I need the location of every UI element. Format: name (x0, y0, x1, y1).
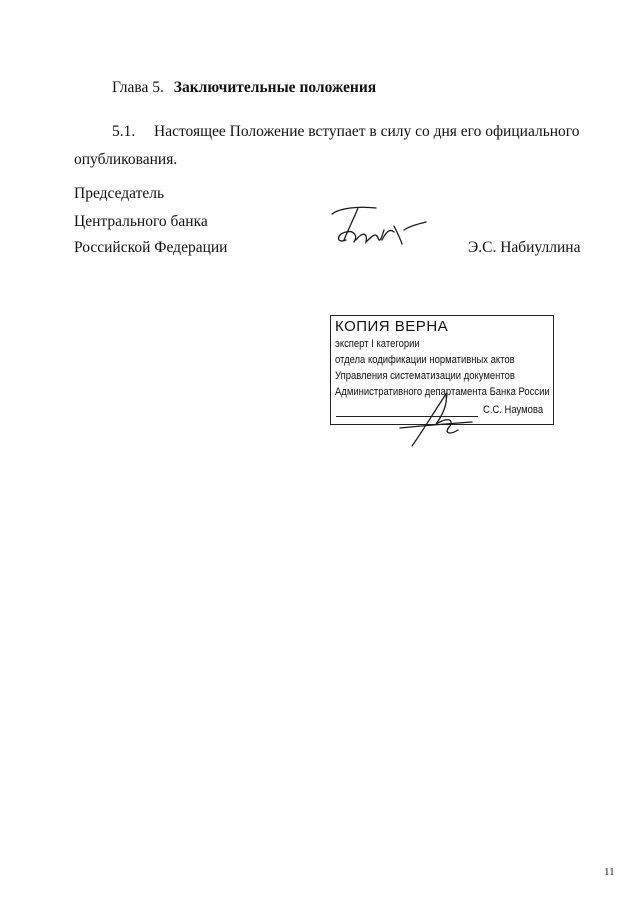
stamp-line3: Управления систематизации документов (335, 370, 515, 382)
stamp-line2: отдела кодификации нормативных актов (335, 354, 515, 366)
paragraph-text-line2: опубликования. (74, 151, 178, 168)
paragraph-number: 5.1. (112, 123, 136, 140)
handwritten-signature-icon (318, 196, 430, 258)
chapter-number: Глава 5. (112, 79, 164, 96)
chapter-heading (112, 78, 376, 98)
chapter-title: Заключительные положения (173, 79, 377, 96)
signatory-title-line1: Председатель (74, 185, 165, 202)
handwritten-signature-icon (392, 388, 482, 450)
signatory-title-line3: Российской Федерации (74, 239, 228, 256)
stamp-line1: эксперт I категории (335, 338, 420, 350)
stamp-line4: Административного департамента Банка России (335, 386, 550, 398)
stamp-title: КОПИЯ ВЕРНА (335, 318, 449, 335)
signatory-title-line2: Центрального банка (74, 213, 208, 230)
stamp-name: С.С. Наумова (483, 404, 544, 416)
paragraph-5-1 (112, 122, 582, 142)
signatory-name: Э.С. Набиуллина (468, 239, 581, 256)
page-number: 11 (604, 866, 615, 878)
paragraph-text-line1: Настоящее Положение вступает в силу со дня его официального (154, 123, 580, 140)
